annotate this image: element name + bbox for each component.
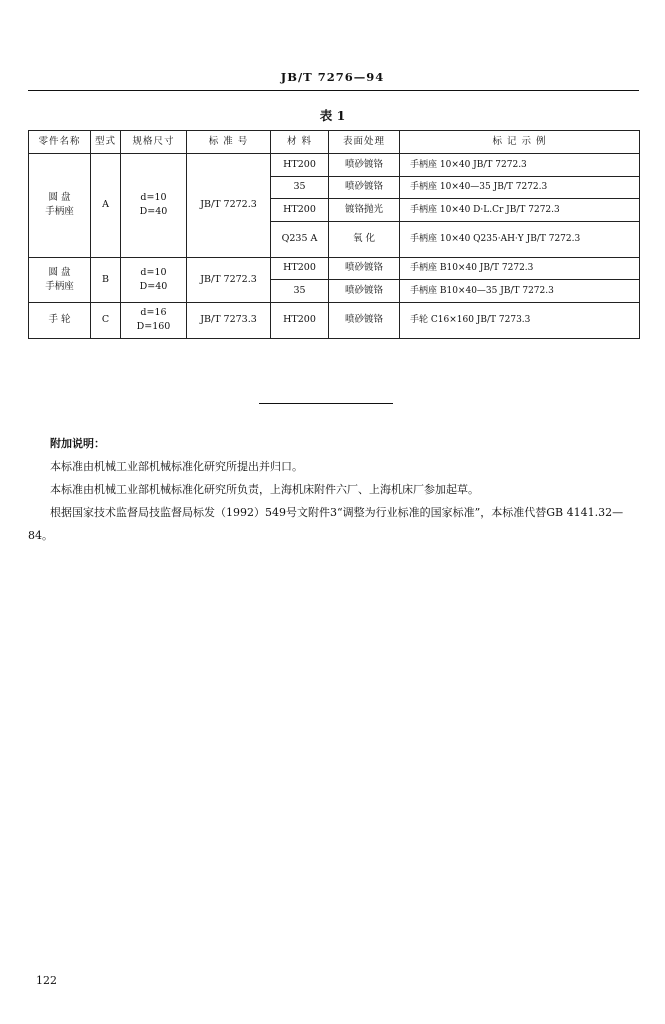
header-rule [28,90,639,91]
type-cell: B [91,257,121,302]
treatment-cell: 镀铬抛光 [329,199,400,222]
part-name-cell: 手 轮 [29,302,91,338]
example-cell: 手柄座 B10×40—35 JB/T 7272.3 [400,280,640,303]
table-header-row [29,131,640,154]
material-cell: HT200 [271,302,329,338]
column-header: 标 准 号 [187,131,271,154]
table-row [29,302,640,338]
standard-cell: JB/T 7272.3 [187,257,271,302]
column-header: 标 记 示 例 [400,131,640,154]
part-name-cell: 圆 盘 手柄座 [29,257,91,302]
column-header: 型式 [91,131,121,154]
example-cell: 手轮 C16×160 JB/T 7273.3 [400,302,640,338]
column-header: 材 料 [271,131,329,154]
standard-cell: JB/T 7272.3 [187,154,271,258]
size-cell: d=10 D=40 [121,154,187,258]
material-cell: Q235 A [271,221,329,257]
notes-line: 本标准由机械工业部机械标准化研究所负责，上海机床附件六厂、上海机床厂参加起草。 [50,483,479,496]
standard-cell: JB/T 7273.3 [187,302,271,338]
material-cell: 35 [271,176,329,199]
type-cell: C [91,302,121,338]
table-row [29,154,640,177]
treatment-cell: 喷砂镀铬 [329,302,400,338]
notes-line: 本标准由机械工业部机械标准化研究所提出并归口。 [50,460,303,473]
treatment-cell: 喷砂镀铬 [329,257,400,280]
example-cell: 手柄座 10×40 D·L.Cr JB/T 7272.3 [400,199,640,222]
treatment-cell: 喷砂镀铬 [329,280,400,303]
page-number: 122 [36,974,57,987]
size-cell: d=16 D=160 [121,302,187,338]
example-cell: 手柄座 10×40 JB/T 7272.3 [400,154,640,177]
material-cell: HT200 [271,154,329,177]
material-cell: HT200 [271,199,329,222]
notes-title: 附加说明： [50,437,105,450]
treatment-cell: 喷砂镀铬 [329,176,400,199]
treatment-cell: 氧 化 [329,221,400,257]
notes-line: 根据国家技术监督局技监督局标发（1992）549号文附件3“调整为行业标准的国家标准”，本标准代替GB 4141.32—84。 [28,506,624,542]
material-cell: HT200 [271,257,329,280]
additional-notes [28,432,639,547]
type-cell: A [91,154,121,258]
standard-code-header: JB/T 7276—94 [280,70,385,84]
example-cell: 手柄座 B10×40 JB/T 7272.3 [400,257,640,280]
parts-table [28,130,640,339]
column-header: 零件名称 [29,131,91,154]
example-cell: 手柄座 10×40 Q235·AH·Y JB/T 7272.3 [400,221,640,257]
size-cell: d=10 D=40 [121,257,187,302]
example-cell: 手柄座 10×40—35 JB/T 7272.3 [400,176,640,199]
part-name-cell: 圆 盘 手柄座 [29,154,91,258]
table-row [29,257,640,280]
material-cell: 35 [271,280,329,303]
treatment-cell: 喷砂镀铬 [329,154,400,177]
column-header: 规格尺寸 [121,131,187,154]
section-end-rule [259,403,393,404]
table-title: 表 1 [319,108,346,123]
column-header: 表面处理 [329,131,400,154]
